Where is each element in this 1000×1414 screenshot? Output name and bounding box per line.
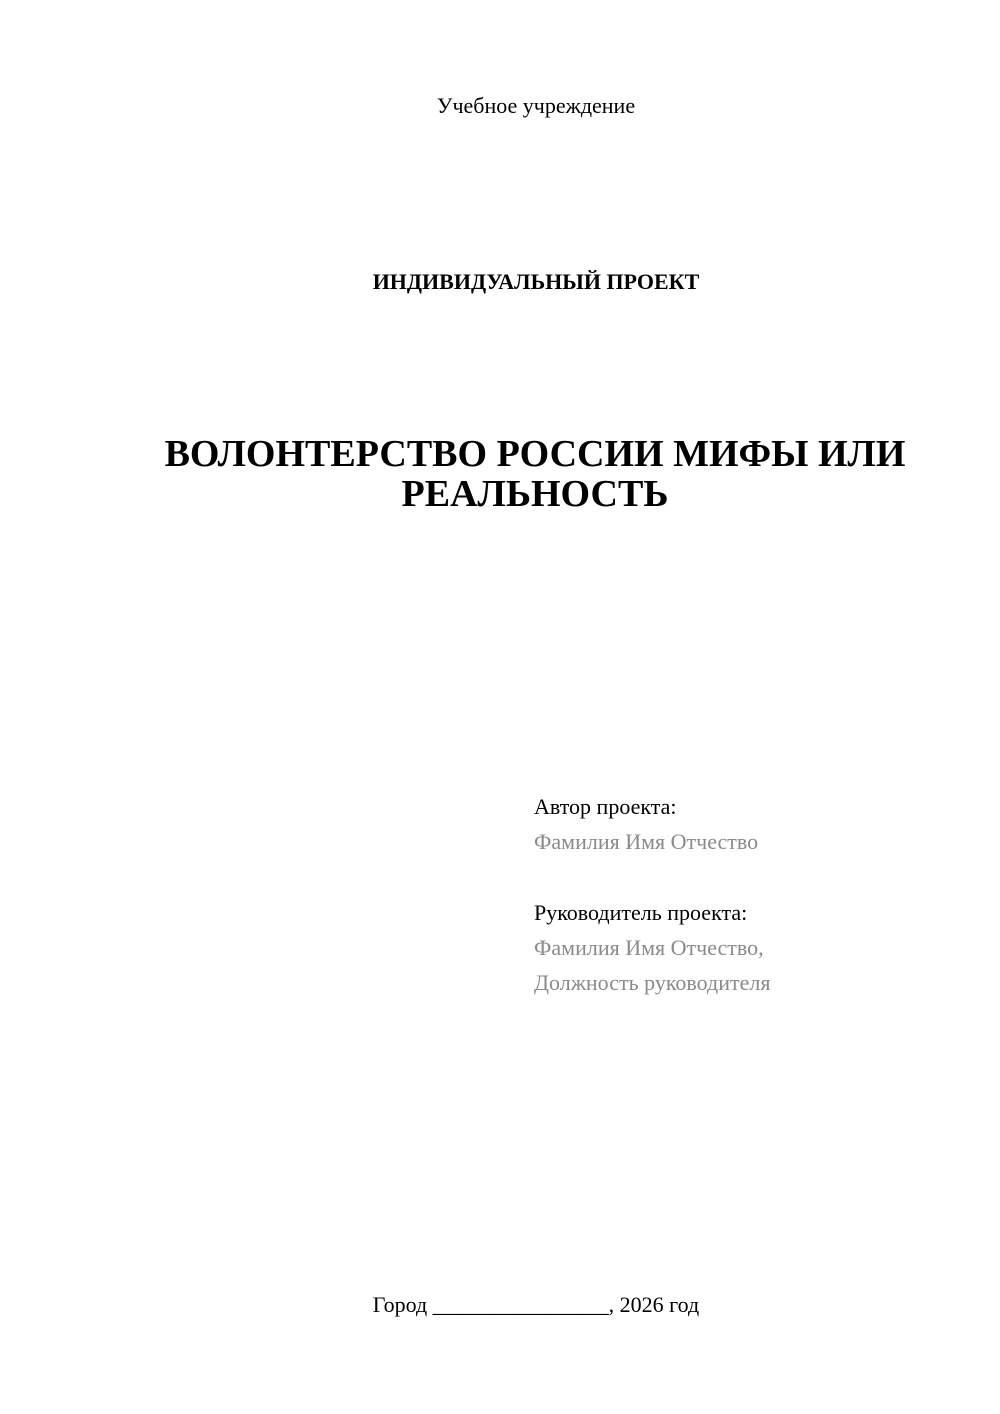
author-label: Автор проекта: [534,794,677,819]
project-title-line-1: ВОЛОНТЕРСТВО РОССИИ МИФЫ ИЛИ [164,433,906,475]
supervisor-label: Руководитель проекта: [534,900,748,925]
project-title [100,434,970,514]
institution-name: Учебное учреждение [436,93,636,118]
supervisor-name: Фамилия Имя Отчество, [534,935,764,960]
project-title-line-2: РЕАЛЬНОСТЬ [401,473,669,515]
supervisor-position: Должность руководителя [534,970,771,995]
document-type: ИНДИВИДУАЛЬНЫЙ ПРОЕКТ [372,269,700,294]
info-spacer [534,859,974,895]
city-year-line: Город ________________, 2026 год [372,1292,700,1317]
author-name: Фамилия Имя Отчество [534,829,759,854]
project-info-block [534,789,974,1000]
